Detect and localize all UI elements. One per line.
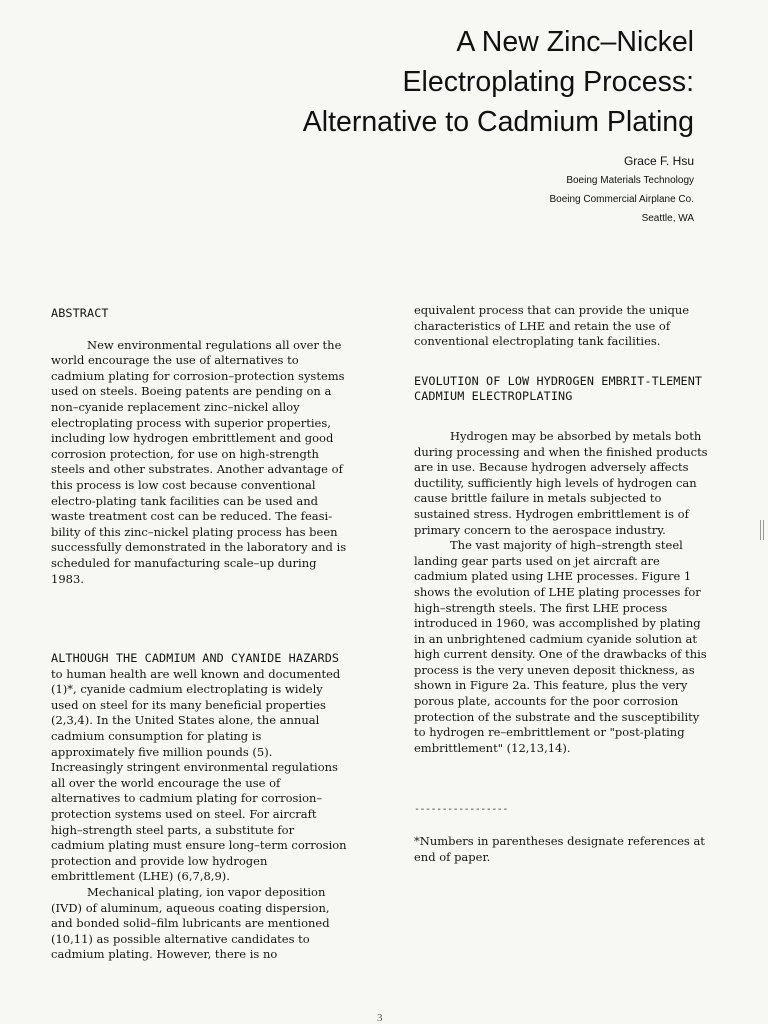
title-line-3: Alternative to Cadmium Plating [302,106,694,138]
footnote-text: *Numbers in parentheses designate references at end of paper. [414,834,705,864]
evolution-paragraph-1: Hydrogen may be absorbed by metals both during processing and when the finished products are in use. Because hydrogen adversely affects ductility, sufficiently high levels of hydrogen can cause brittle failure in metals subjected to sustained stress. Hydrogen embrittlement is of primary concern to the aerospace industry. [414,428,708,537]
page-number: 3 [377,1012,383,1024]
margin-mark [760,520,764,540]
intro-lead-caps: ALTHOUGH THE CADMIUM AND CYANIDE HAZARDS [51,651,340,666]
author-affiliation-2: Boeing Commercial Airplane Co. [549,194,694,205]
evolution-paragraph-2: The vast majority of high–strength steel landing gear parts used on jet aircraft are cadmium plated using LHE processes. Figure 1 shows the evolution of LHE plating processes for high–strength steels. The first LHE process introduced in 1960, was accomplished by plating in an unbrightened cadmium cyanide solution at high current density. One of the drawbacks of this process is the very uneven deposit thickness, as shown in Figure 2a. This feature, plus the very porous plate, accounts for the poor corrosion protection of the substrate and the susceptibility to hydrogen re–embrittlement or "post-plating embrittlement" (12,13,14). [414,538,707,755]
author-location: Seattle, WA [641,213,694,224]
abstract-heading: ABSTRACT [51,306,109,320]
intro-paragraph-1-text: to human health are well known and documented (1)*, cyanide cadmium electroplating is widely used on steel for its many beneficial properties (2,3,4). In the United States alone, the annual cadmium consumption for plating is approximately five million pounds (5). Increasingly stringent environmental regulations all over the world encourage the use of alternatives to cadmium plating for corrosion–protection systems used on steel. For aircraft high–strength steel parts, a substitute for cadmium plating must ensure long–term corrosion protection and provide low hydrogen embrittlement (LHE) (6,7,8,9). [51,666,347,884]
paper-title [303,22,694,142]
author-name: Grace F. Hsu [623,154,694,168]
right-column [414,303,712,865]
title-line-1: A New Zinc–Nickel [456,26,694,58]
author-block [549,152,694,228]
footnote-rule: ----------------- [414,804,508,816]
evolution-heading: EVOLUTION OF LOW HYDROGEN EMBRIT-TLEMENT CADMIUM ELECTROPLATING [414,373,703,404]
intro-paragraph-1 [51,651,347,885]
intro-paragraph-2: Mechanical plating, ion vapor deposition (IVD) of aluminum, aqueous coating dispersion, and bonded solid–film lubricants are mentioned (10,11) as possible alternative candidates to cadmium plating. However, there is no [51,885,330,962]
title-line-2: Electroplating Process: [402,66,694,98]
abstract-body: New environmental regulations all over the world encourage the use of alternatives to cadmium plating for corrosion–protection systems used on steels. Boeing patents are pending on a non–cyanide replacement zinc–nickel alloy electroplating process with superior properties, including low hydrogen embrittlement and good corrosion protection, for use on high-strength steels and other substrates. Another advantage of this process is low cost because conventional electro-plating tank facilities can be used and waste treatment cost can be reduced. The feasi-bility of this zinc–nickel plating process has been successfully demonstrated in the laboratory and is scheduled for manufacturing scale–up during 1983. [51,337,347,586]
author-affiliation-1: Boeing Materials Technology [566,175,694,186]
left-column [51,306,347,963]
intro-paragraph-2-continued: equivalent process that can provide the unique characteristics of LHE and retain the use of conventional electroplating tank facilities. [414,303,690,349]
